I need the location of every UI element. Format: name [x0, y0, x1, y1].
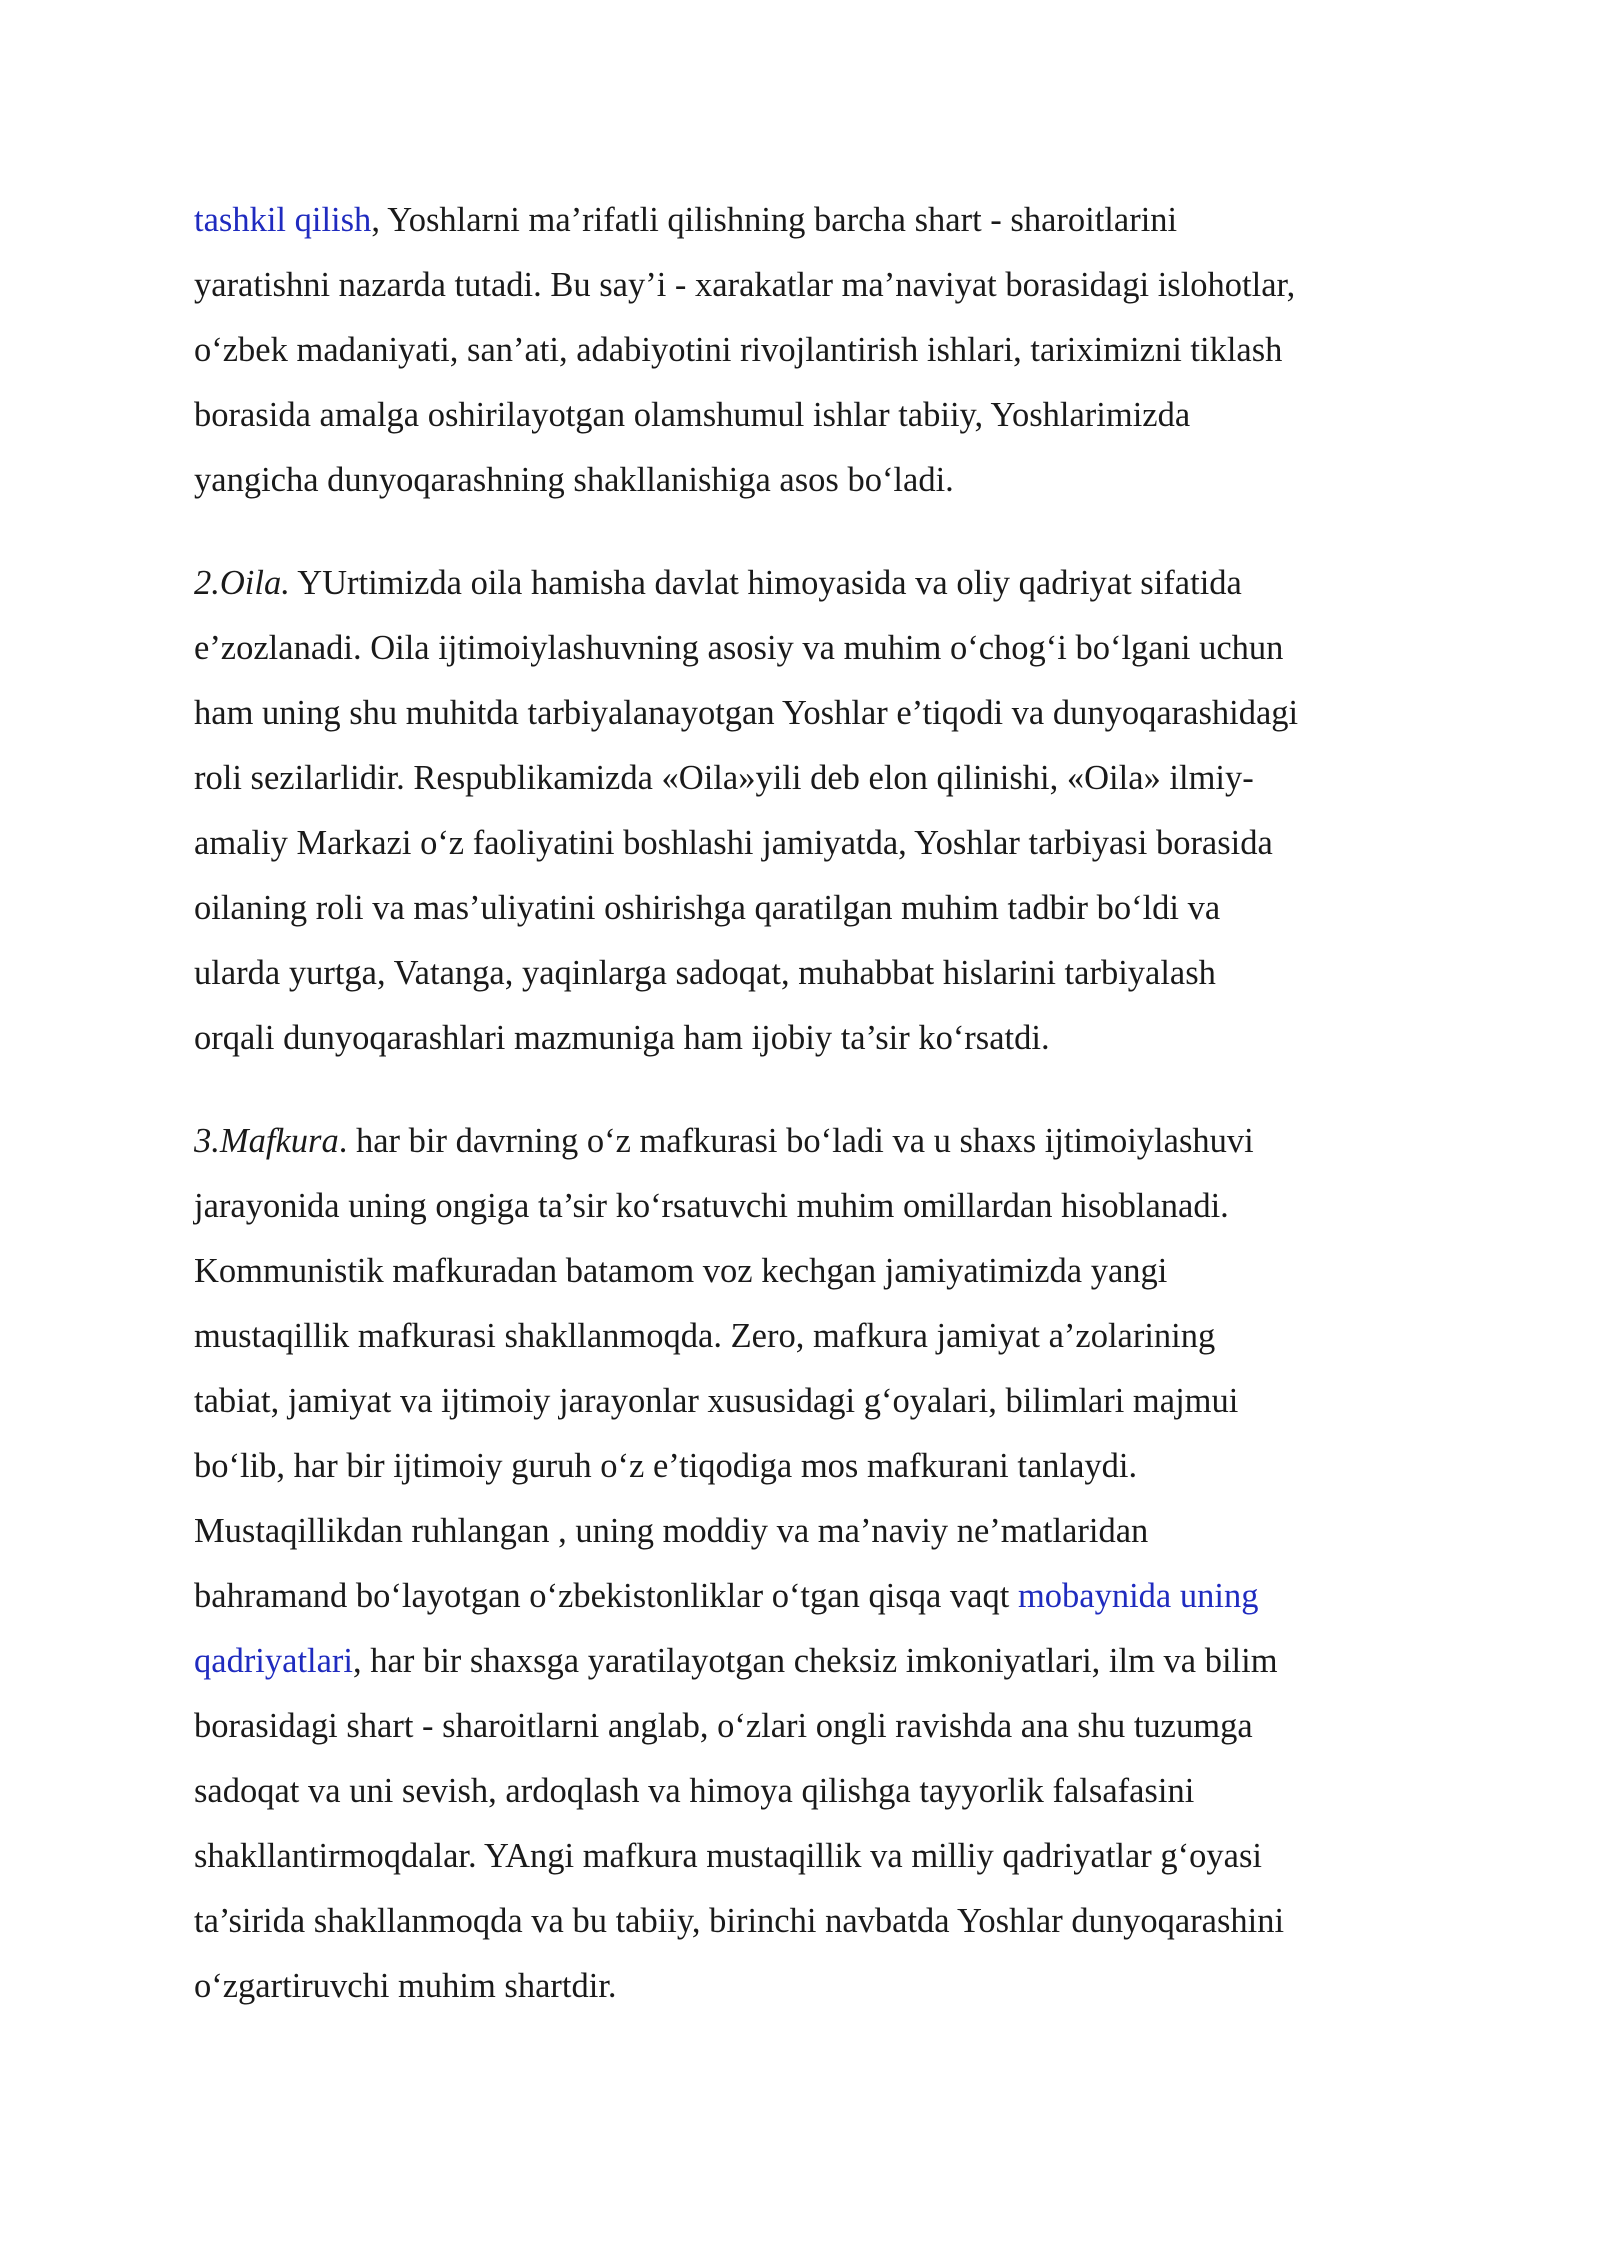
paragraph-spacer — [194, 513, 1434, 551]
text-line: ularda yurtga, Vatanga, yaqinlarga sadoqat, muhabbat hislarini tarbiyalash — [194, 954, 1216, 992]
text-line: borasida amalga oshirilayotgan olamshumul ishlar tabiiy, Yoshlarimizda — [194, 396, 1191, 434]
text-span: bahramand bo‘layotgan o‘zbekistonliklar o‘tgan qisqa vaqt — [194, 1577, 1018, 1615]
text-line: orqali dunyoqarashlari mazmuniga ham ijobiy ta’sir ko‘rsatdi. — [194, 1019, 1050, 1057]
text-span: YUrtimizda oila hamisha davlat himoyasida va oliy qadriyat sifatida — [289, 564, 1242, 602]
text-line — [194, 551, 1434, 616]
text-line: jarayonida uning ongiga ta’sir ko‘rsatuvchi muhim omillardan hisoblanadi. — [194, 1187, 1229, 1225]
text-line: oilaning roli va mas’uliyatini oshirishga qaratilgan muhim tadbir bo‘ldi va — [194, 889, 1221, 927]
text-line — [194, 188, 1434, 253]
document-body — [194, 188, 1434, 2019]
text-span: . har bir davrning o‘z mafkurasi bo‘ladi va u shaxs ijtimoiylashuvi — [338, 1122, 1254, 1160]
text-line: borasidagi shart - sharoitlarni anglab, o‘zlari ongli ravishda ana shu tuzumga — [194, 1707, 1253, 1745]
text-line: amaliy Markazi o‘z faoliyatini boshlashi jamiyatda, Yoshlar tarbiyasi borasida — [194, 824, 1273, 862]
text-line: yaratishni nazarda tutadi. Bu say’i - xarakatlar ma’naviyat borasidagi islohotlar, — [194, 266, 1296, 304]
text-line: yangicha dunyoqarashning shakllanishiga asos bo‘ladi. — [194, 461, 954, 499]
text-line: Kommunistik mafkuradan batamom voz kechgan jamiyatimizda yangi — [194, 1252, 1168, 1290]
paragraph-2 — [194, 551, 1434, 1071]
paragraph-3 — [194, 1109, 1434, 2019]
text-line: shakllantirmoqdalar. YAngi mafkura mustaqillik va milliy qadriyatlar g‘oyasi — [194, 1837, 1262, 1875]
link-tashkil-qilish[interactable]: tashkil qilish — [194, 201, 372, 239]
text-line: roli sezilarlidir. Respublikamizda «Oila»yili deb elon qilinishi, «Oila» ilmiy- — [194, 759, 1254, 797]
text-line: o‘zbek madaniyati, san’ati, adabiyotini rivojlantirish ishlari, tariximizni tiklash — [194, 331, 1283, 369]
text-line: tabiat, jamiyat va ijtimoiy jarayonlar xususidagi g‘oyalari, bilimlari majmui — [194, 1382, 1239, 1420]
link-qadriyatlari[interactable]: qadriyatlari — [194, 1642, 354, 1680]
text-line: ta’sirida shakllanmoqda va bu tabiiy, birinchi navbatda Yoshlar dunyoqarashini — [194, 1902, 1285, 1940]
text-line: e’zozlanadi. Oila ijtimoiylashuvning asosiy va muhim o‘chog‘i bo‘lgani uchun — [194, 629, 1284, 667]
section-heading-mafkura: 3.Mafkura — [194, 1122, 339, 1160]
paragraph-1 — [194, 188, 1434, 513]
text-line — [194, 1629, 1434, 1694]
text-line — [194, 1109, 1434, 1174]
text-line: bo‘lib, har bir ijtimoiy guruh o‘z e’tiqodiga mos mafkurani tanlaydi. — [194, 1447, 1138, 1485]
paragraph-spacer — [194, 1071, 1434, 1109]
link-mobaynida-uning[interactable]: mobaynida uning — [1017, 1577, 1259, 1615]
text-span: , har bir shaxsga yaratilayotgan cheksiz imkoniyatlari, ilm va bilim — [353, 1642, 1278, 1680]
text-line: sadoqat va uni sevish, ardoqlash va himoya qilishga tayyorlik falsafasini — [194, 1772, 1195, 1810]
text-line: o‘zgartiruvchi muhim shartdir. — [194, 1967, 617, 2005]
section-heading-oila: 2.Oila. — [194, 564, 290, 602]
text-line — [194, 1564, 1434, 1629]
text-line: Mustaqillikdan ruhlangan , uning moddiy va ma’naviy ne’matlaridan — [194, 1512, 1149, 1550]
text-line: mustaqillik mafkurasi shakllanmoqda. Zero, mafkura jamiyat a’zolarining — [194, 1317, 1216, 1355]
text-line: ham uning shu muhitda tarbiyalanayotgan Yoshlar e’tiqodi va dunyoqarashidagi — [194, 694, 1299, 732]
text-span: , Yoshlarni ma’rifatli qilishning barcha shart - sharoitlarini — [371, 201, 1178, 239]
